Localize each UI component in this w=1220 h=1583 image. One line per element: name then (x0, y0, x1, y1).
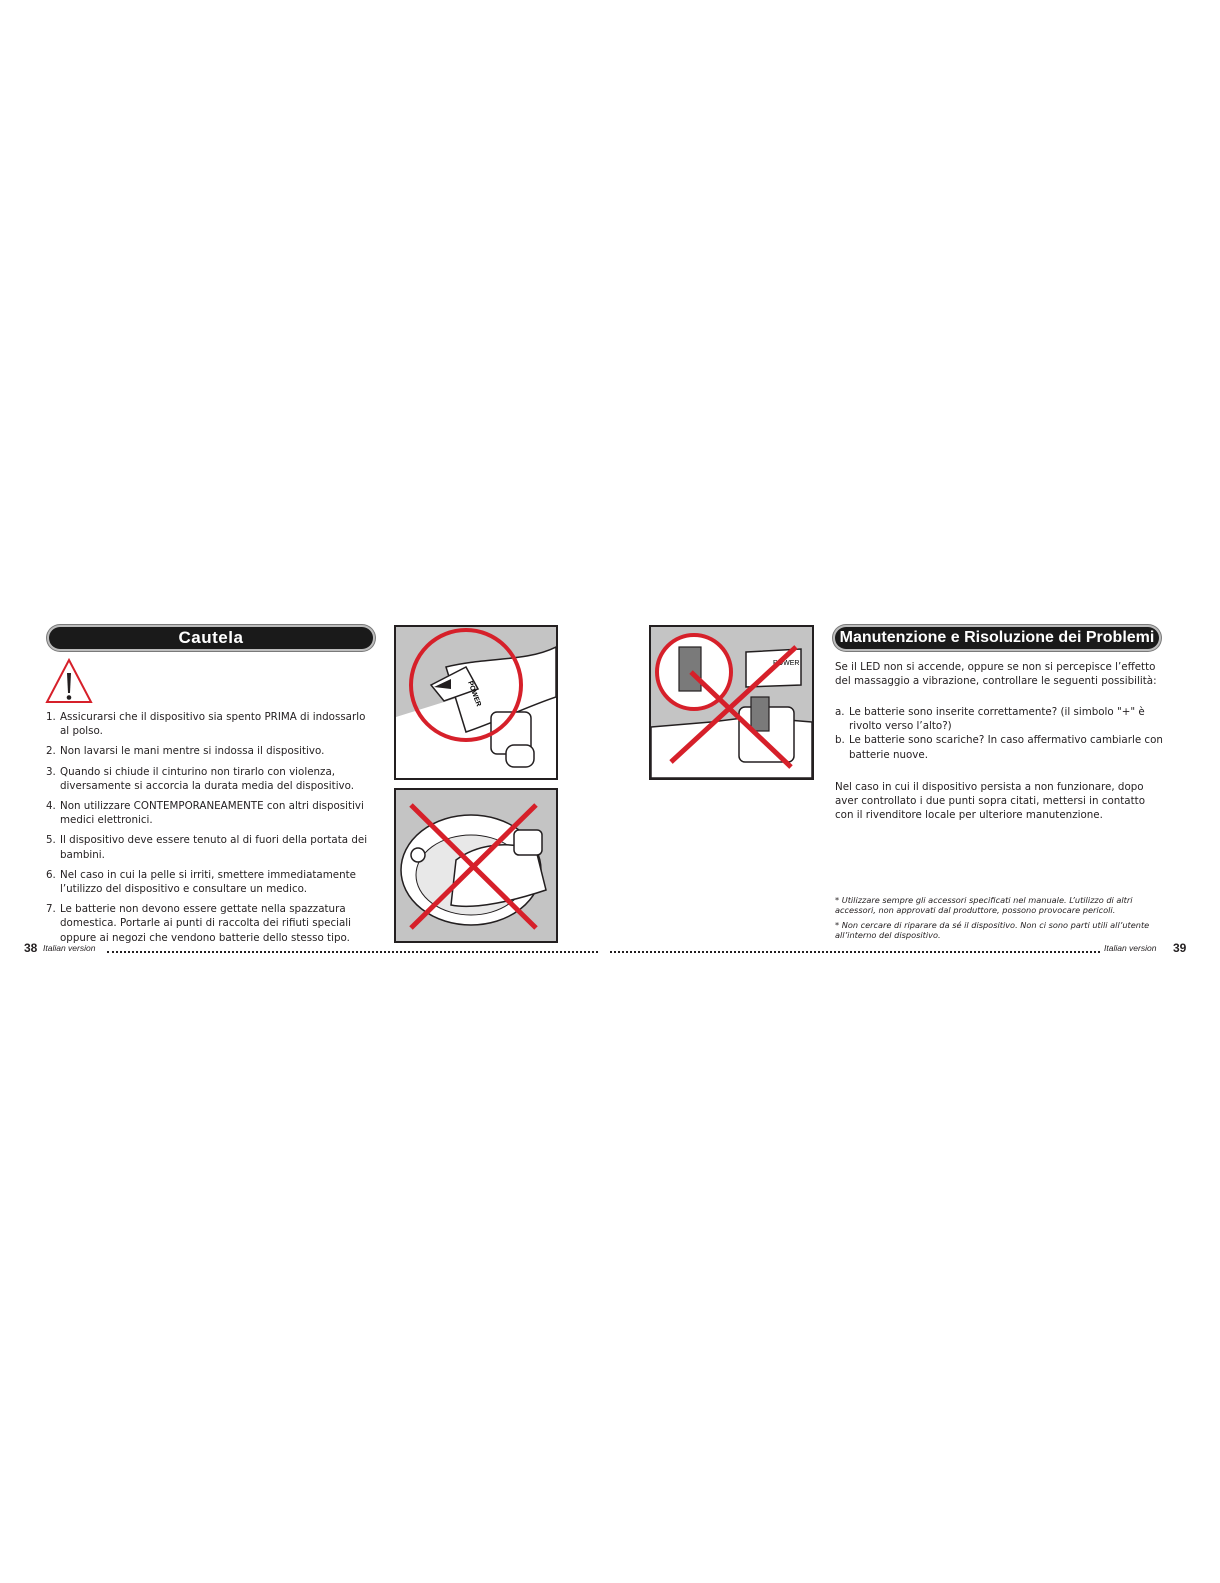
caution-title: Cautela (49, 627, 373, 649)
checks-list (835, 705, 1165, 762)
footnote: * Non cercare di riparare da sé il dispositivo. Non ci sono parti utili all’utente all’interno del dispositivo. (835, 920, 1150, 940)
check-item: a. Le batterie sono inserite correttamente? (il simbolo "+" è rivolto verso l’alto?) (835, 706, 1145, 733)
wrist-device-power-icon (396, 627, 556, 778)
svg-text:POWER: POWER (466, 680, 482, 708)
list-item: 5. Il dispositivo deve essere tenuto al di fuori della portata dei bambini. (46, 834, 368, 861)
list-item: 1. Assicurarsi che il dispositivo sia spento PRIMA di indossarlo al polso. (46, 711, 366, 738)
maintenance-title: Manutenzione e Risoluzione dei Problemi (835, 627, 1159, 649)
warning-triangle-icon (44, 657, 94, 705)
dotted-divider-left (107, 951, 598, 953)
list-item: 6. Nel caso in cui la pelle si irriti, smettere immediatamente l’utilizzo del dispositivo e consultare un medico. (46, 868, 356, 896)
footnote: * Utilizzare sempre gli accessori specificati nel manuale. L’utilizzo di altri accessori, non approvati dal produttore, possono provocare pericoli. (835, 895, 1133, 915)
list-item: 3. Quando si chiude il cinturino non tirarlo con violenza, diversamente si accorcia la durata media del dispositivo. (46, 765, 355, 792)
no-handwashing-icon (396, 790, 556, 941)
list-item: 4. Non utilizzare CONTEMPORANEAMENTE con altri dispositivi medici elettronici. (46, 800, 364, 827)
list-item: 7. Le batterie non devono essere gettate nella spazzatura domestica. Portarle ai punti di raccolta dei rifiuti speciali oppure ai negozi che vendono batterie dello stesso tipo. (46, 903, 351, 944)
page-number-left: 38 (24, 941, 38, 955)
svg-text:POWER: POWER (773, 660, 800, 667)
battery-wrong-insert-icon (651, 627, 812, 778)
maintenance-followup: Nel caso in cui il dispositivo persista a non funzionare, dopo aver controllato i due punti sopra citati, mettersi in contatto con il rivenditore locale per ulteriore manutenzione. (835, 781, 1145, 822)
caution-list (30, 710, 375, 951)
list-item: 2. Non lavarsi le mani mentre si indossa il dispositivo. (46, 745, 325, 758)
footer-label-right: Italian version (1104, 943, 1157, 953)
no-washing-illustration (394, 788, 558, 943)
maintenance-intro: Se il LED non si accende, oppure se non si percepisce l’effetto del massaggio a vibrazione, controllare le seguenti possibilità: (835, 661, 1157, 688)
footer-label-left: Italian version (43, 943, 96, 953)
check-item: b. Le batterie sono scariche? In caso affermativo cambiarle con batterie nuove. (835, 734, 1163, 761)
dotted-divider-right (610, 951, 1100, 953)
battery-check-illustration (649, 625, 814, 780)
page-number-right: 39 (1173, 941, 1187, 955)
power-button-illustration (394, 625, 558, 780)
